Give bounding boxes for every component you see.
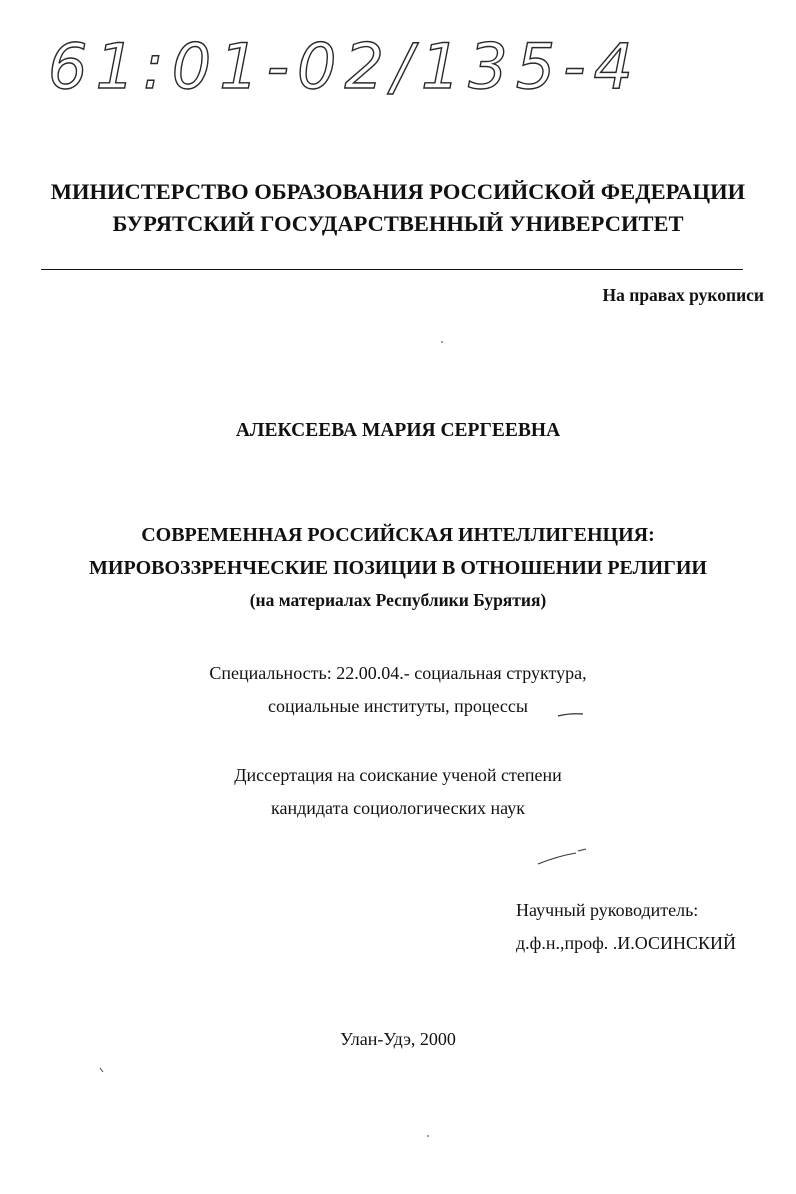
handwritten-archive-code xyxy=(40,8,680,113)
title-line-1: СОВРЕМЕННАЯ РОССИЙСКАЯ ИНТЕЛЛИГЕНЦИЯ: xyxy=(141,524,655,546)
specialty-line-2: социальные институты, процессы xyxy=(268,696,528,716)
degree-line-2: кандидата социологических наук xyxy=(271,798,525,818)
scan-speck-mark xyxy=(440,340,444,344)
pen-stroke-mark xyxy=(556,706,586,720)
degree-line-1: Диссертация на соискание ученой степени xyxy=(234,765,562,785)
specialty-line-1: Специальность: 22.00.04.- социальная структура, xyxy=(209,663,587,683)
manuscript-note: На правах рукописи xyxy=(602,285,764,305)
handwritten-code-text: 61:01-02/135-4 xyxy=(48,30,641,103)
dissertation-title xyxy=(0,519,796,615)
specialty-block xyxy=(0,657,796,723)
title-line-2: МИРОВОЗЗРЕНЧЕСКИЕ ПОЗИЦИИ В ОТНОШЕНИИ РЕЛИГИИ xyxy=(89,557,707,579)
city-year: Улан-Удэ, 2000 xyxy=(340,1029,456,1049)
title-subtitle: (на материалах Республики Бурятия) xyxy=(249,590,547,610)
supervisor-name: д.ф.н.,проф. .И.ОСИНСКИЙ xyxy=(516,933,736,953)
university-name: БУРЯТСКИЙ ГОСУДАРСТВЕННЫЙ УНИВЕРСИТЕТ xyxy=(112,211,684,236)
header-divider xyxy=(41,269,743,270)
degree-block xyxy=(0,759,796,825)
supervisor-label: Научный руководитель: xyxy=(516,900,699,920)
signature-stroke-mark xyxy=(536,846,588,868)
supervisor-block xyxy=(516,894,736,960)
institution-header xyxy=(0,176,796,240)
author-name: АЛЕКСЕЕВА МАРИЯ СЕРГЕЕВНА xyxy=(235,420,561,441)
scan-speck-mark xyxy=(98,1066,106,1074)
ministry-name: МИНИСТЕРСТВО ОБРАЗОВАНИЯ РОССИЙСКОЙ ФЕДЕРАЦИИ xyxy=(50,179,746,204)
scan-speck-mark xyxy=(426,1134,430,1138)
